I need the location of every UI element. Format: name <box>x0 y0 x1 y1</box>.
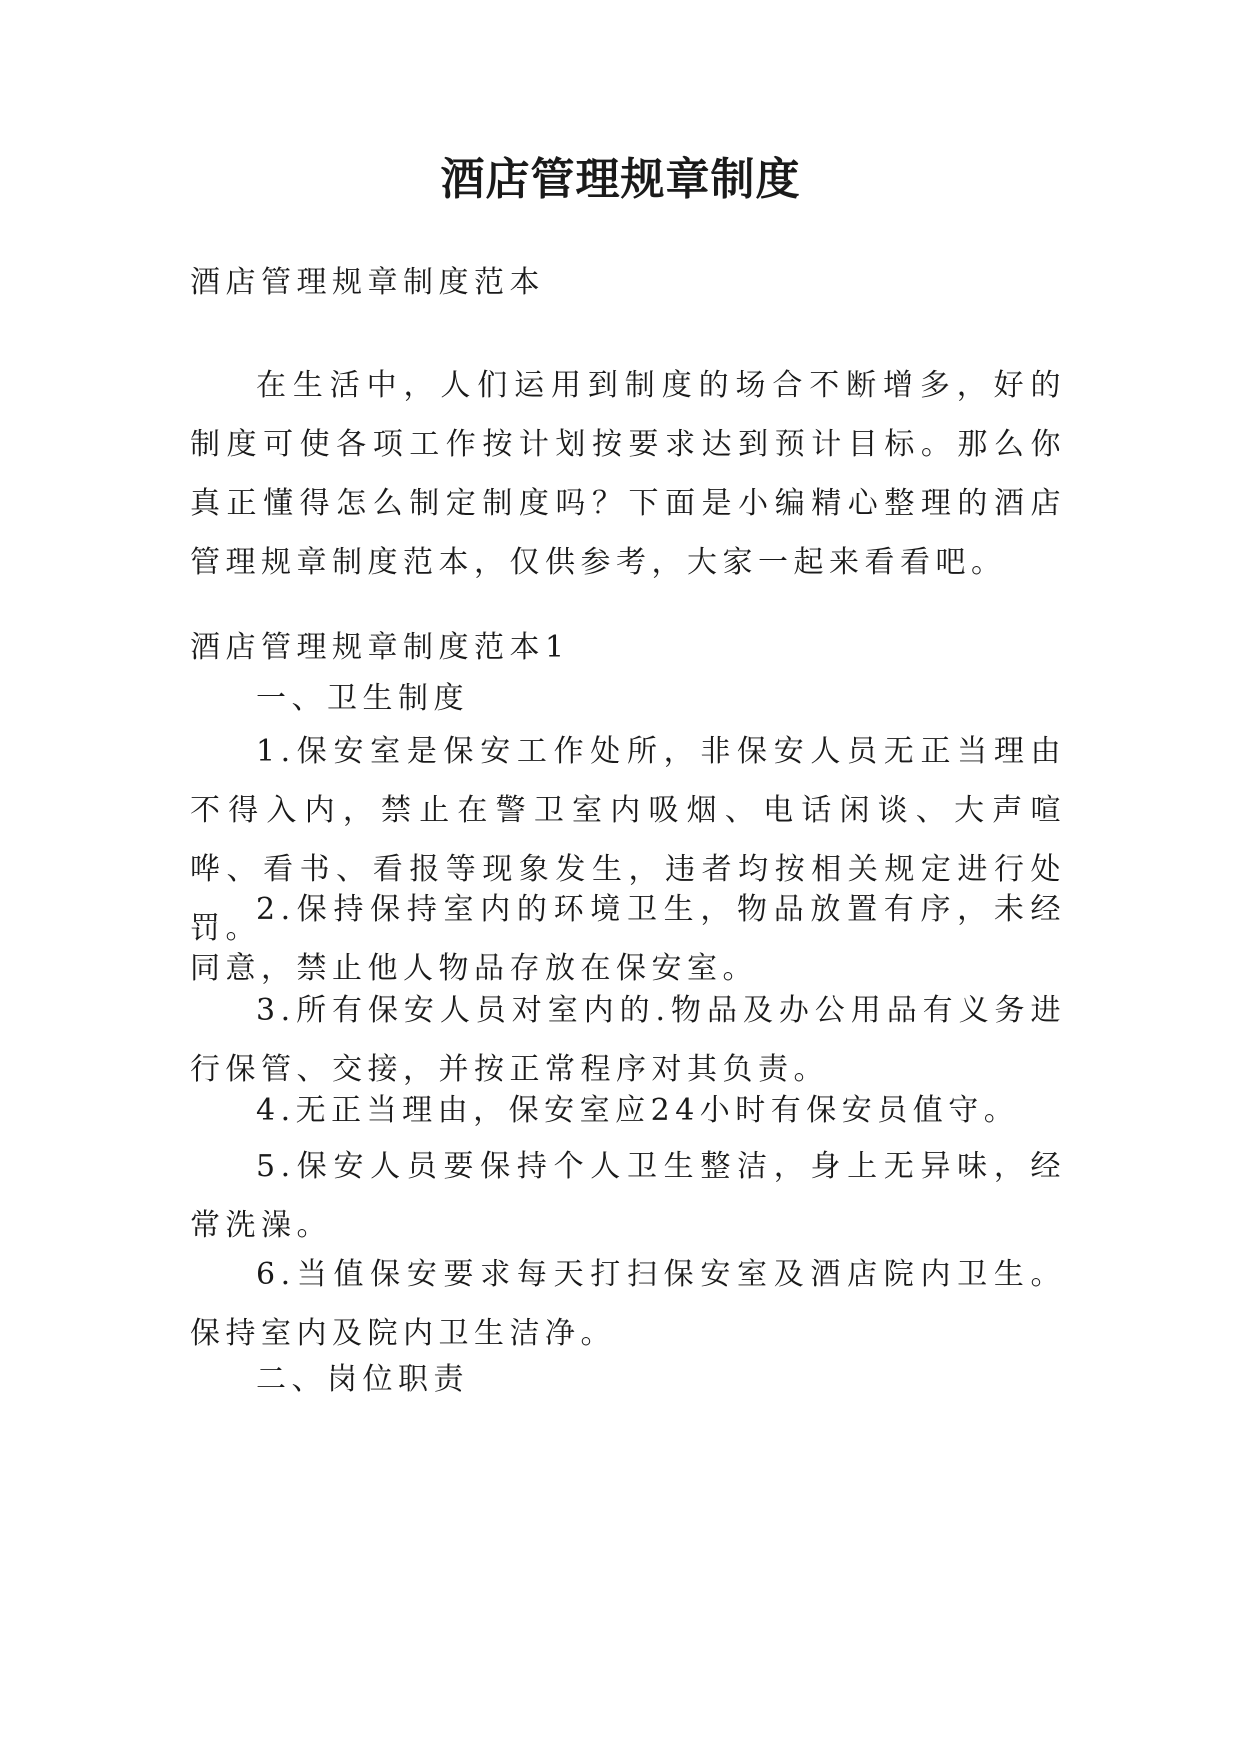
document-subtitle: 酒店管理规章制度范本 <box>190 265 545 300</box>
sample-heading: 酒店管理规章制度范本1 <box>190 630 570 665</box>
hygiene-item-3: 3.所有保安人员对室内的.物品及办公用品有义务进行保管、交接，并按正常程序对其负责。 <box>190 993 1066 1087</box>
document-title: 酒店管理规章制度 <box>440 154 801 205</box>
section-heading-hygiene: 一、卫生制度 <box>256 681 469 716</box>
hygiene-item-1: 1.保安室是保安工作处所，非保安人员无正当理由不得入内，禁止在警卫室内吸烟、电话闲谈、大声喧哗、看书、看报等现象发生，违者均按相关规定进行处罚。 <box>190 734 1066 946</box>
hygiene-item-5: 5.保安人员要保持个人卫生整洁，身上无异味，经常洗澡。 <box>190 1149 1066 1243</box>
section-heading-duties: 二、岗位职责 <box>256 1362 469 1397</box>
hygiene-item-4: 4.无正当理由，保安室应24小时有保安员值守。 <box>256 1093 1020 1128</box>
hygiene-item-6: 6.当值保安要求每天打扫保安室及酒店院内卫生。保持室内及院内卫生洁净。 <box>190 1257 1066 1351</box>
intro-paragraph: 在生活中，人们运用到制度的场合不断增多，好的制度可使各项工作按计划按要求达到预计目标。那么你真正懂得怎么制定制度吗？下面是小编精心整理的酒店管理规章制度范本，仅供参考，大家一起来看看吧。 <box>190 368 1066 580</box>
hygiene-item-2: 2.保持保持室内的环境卫生，物品放置有序，未经同意，禁止他人物品存放在保安室。 <box>190 892 1066 986</box>
